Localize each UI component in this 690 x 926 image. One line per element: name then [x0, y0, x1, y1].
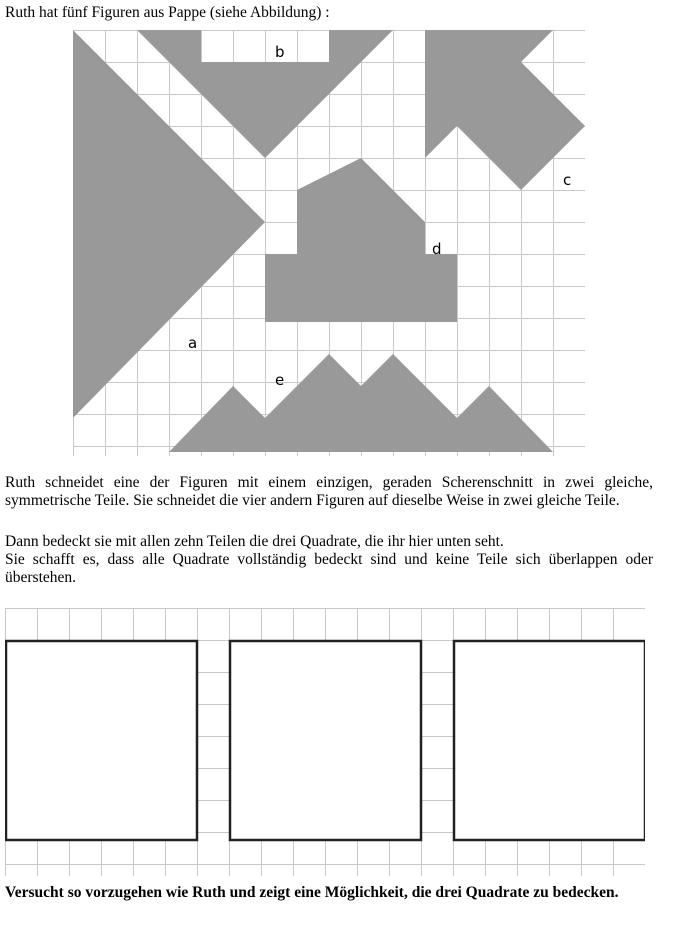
task-text: Versucht so vorzugehen wie Ruth und zeigt eine Möglichkeit, die drei Quadrate zu bedecken. — [5, 884, 619, 901]
paragraph-cutting: Ruth schneidet eine der Figuren mit einem einzigen, geraden Scherenschnitt in zwei gleiche, symmetrische Teile. Sie schneidet die vier andern Figuren auf dieselbe Weise in zwei gleiche Teile. — [5, 474, 653, 509]
label-c: c — [563, 171, 572, 189]
shape-c — [425, 30, 585, 190]
label-a: a — [188, 334, 198, 352]
paragraph-no-overlap: Sie schafft es, dass alle Quadrate vollständig bedeckt sind und keine Teile sich überlappen oder überstehen. — [5, 551, 653, 586]
target-square-1 — [6, 641, 197, 840]
target-square-2 — [230, 641, 421, 840]
label-b: b — [275, 43, 285, 61]
label-e: e — [275, 371, 285, 389]
target-square-3 — [454, 641, 645, 840]
paragraph-covering: Dann bedeckt sie mit allen zehn Teilen die drei Quadrate, die ihr hier unten seht. — [5, 533, 504, 550]
label-d: d — [432, 240, 442, 258]
target-squares-figure — [5, 608, 645, 876]
intro-text: Ruth hat fünf Figuren aus Pappe (siehe Abbildung) : — [5, 4, 330, 21]
shapes-figure — [73, 30, 585, 456]
shape-d — [265, 158, 457, 322]
